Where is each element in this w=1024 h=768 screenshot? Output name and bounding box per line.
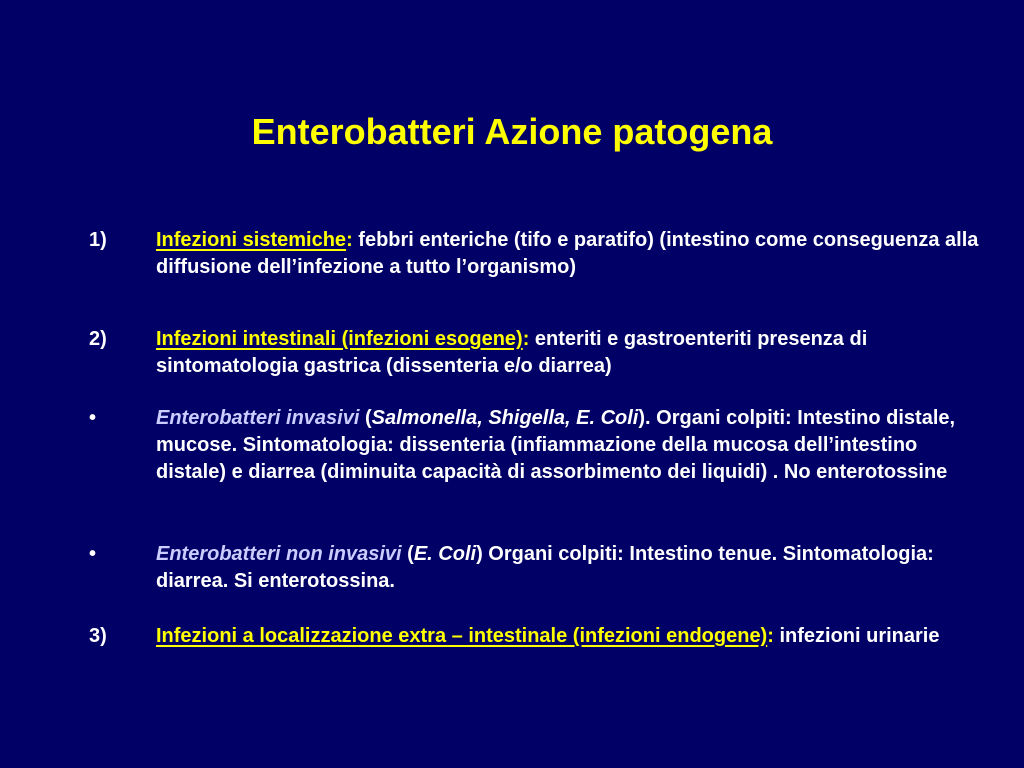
list-item-text — [156, 405, 989, 486]
invasive-term: Enterobatteri invasivi — [156, 407, 360, 429]
non-invasive-description: ) Organi colpiti: Intestino tenue. Sintomatologia: diarrea. Si enterotossina. — [156, 543, 934, 592]
open-paren: ( — [401, 543, 414, 565]
list-item-3 — [89, 623, 989, 650]
non-invasive-term: Enterobatteri non invasivi — [156, 543, 402, 565]
bullet-icon: • — [89, 407, 97, 429]
list-item-text — [156, 623, 989, 650]
systemic-infections-link[interactable]: Infezioni sistemiche — [156, 229, 347, 251]
list-item-1 — [89, 227, 989, 281]
list-marker: 3) — [89, 625, 107, 647]
bullet-invasive — [89, 405, 989, 486]
bullet-non-invasive — [89, 541, 989, 595]
extra-intestinal-infections-description: infezioni urinarie — [773, 625, 940, 647]
colon: : — [346, 229, 353, 251]
invasive-description: ). Organi colpiti: Intestino distale, mucose. Sintomatologia: dissenteria (infiammazione della mucosa dell’intestino distale) e diarrea (diminuita capacità di assorbimento dei liquidi) . No enterotossine — [156, 407, 956, 483]
slide-title: Enterobatteri Azione patogena — [251, 111, 773, 152]
open-paren: ( — [359, 407, 372, 429]
list-marker: 2) — [89, 328, 107, 350]
invasive-species: Salmonella, Shigella, E. Coli — [371, 407, 639, 429]
systemic-infections-description: febbri enteriche (tifo e paratifo) (intestino come conseguenza alla diffusione dell’infezione a tutto l’organismo) — [156, 229, 979, 278]
intestinal-infections-description: enteriti e gastroenteriti presenza di sintomatologia gastrica (dissenteria e/o diarrea) — [156, 328, 868, 377]
intestinal-infections-link[interactable]: Infezioni intestinali (infezioni esogene) — [156, 328, 523, 350]
list-item-text — [156, 326, 989, 380]
list-marker: 1) — [89, 229, 107, 251]
colon: : — [522, 328, 530, 350]
extra-intestinal-infections-link[interactable]: Infezioni a localizzazione extra – intestinale (infezioni endogene) — [156, 625, 768, 647]
list-item-text — [156, 541, 989, 595]
list-item-text — [156, 227, 989, 281]
bullet-icon: • — [89, 543, 97, 565]
list-item-2 — [89, 326, 989, 380]
colon: : — [767, 625, 774, 647]
non-invasive-species: E. Coli — [413, 543, 477, 565]
